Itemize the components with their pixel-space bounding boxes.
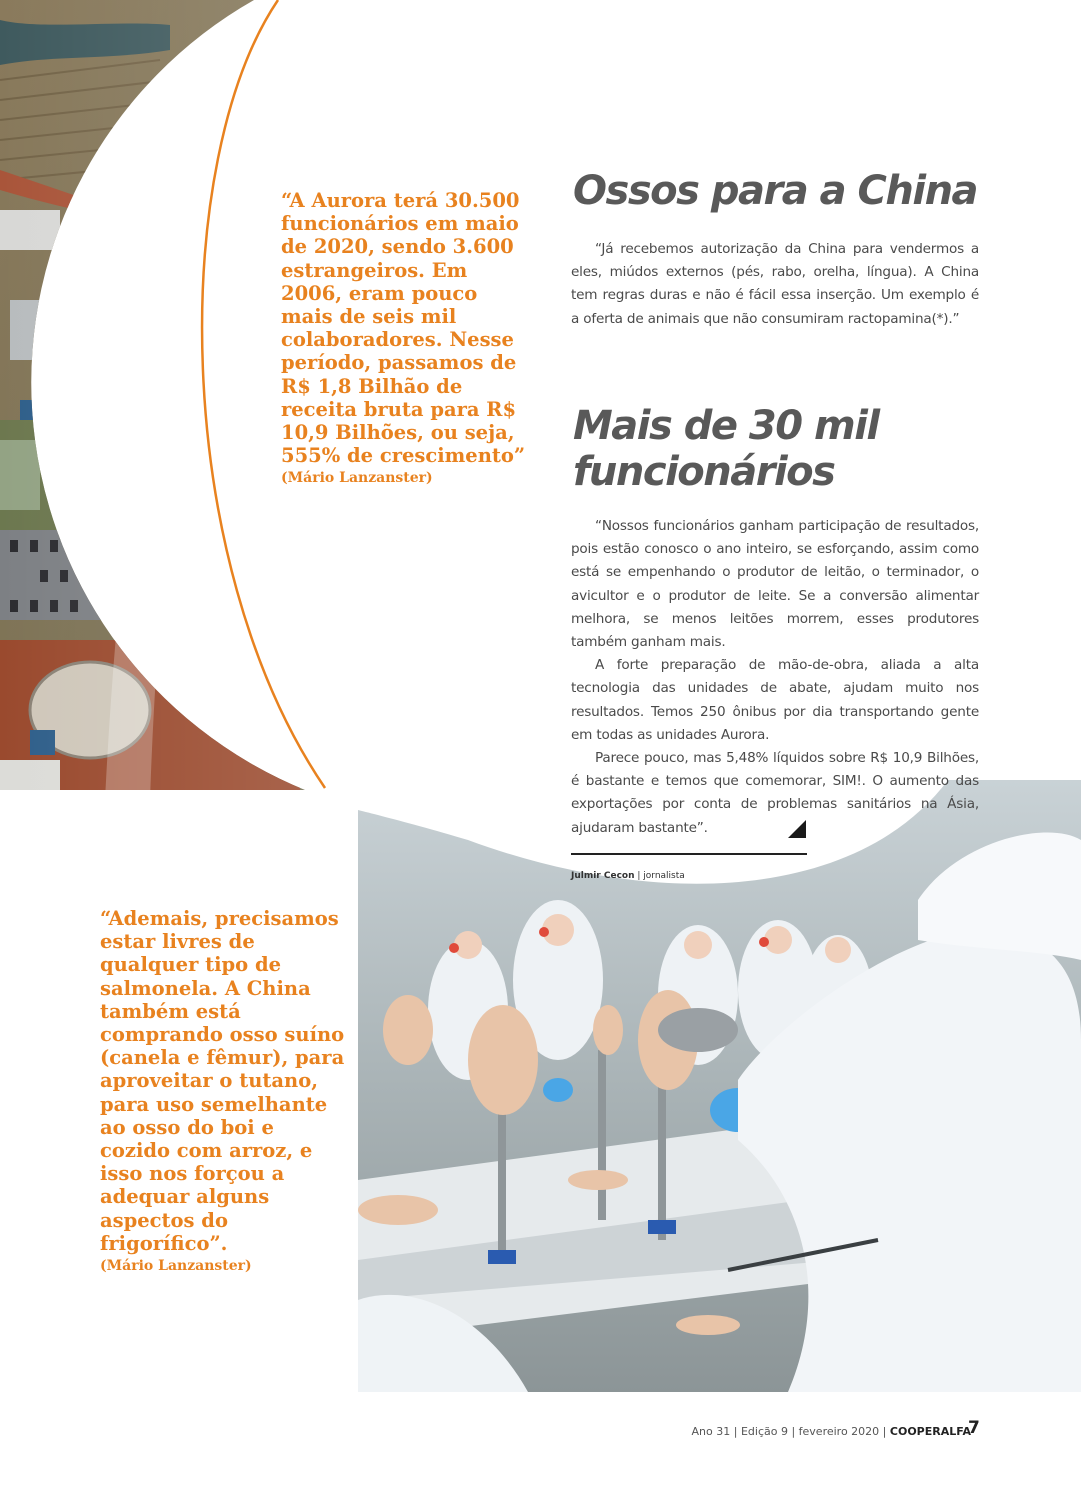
paragraph: “Já recebemos autorização da China para vendermos a eles, miúdos externos (pés, rabo, orelha, língua). A China tem regras duras e não é fácil essa inserção. Um exemplo é a oferta de animais que não consumiram ractopamina(*).” (571, 241, 979, 327)
title-line: Mais de 30 mil (573, 403, 879, 449)
title-line: funcionários (573, 449, 835, 495)
article-body-china (571, 238, 979, 331)
magazine-name: COOPERALFA (889, 1425, 971, 1438)
paragraph: Parece pouco, mas 5,48% líquidos sobre R$ 10,9 Bilhões, é bastante e temos que comemorar, SIM!. O aumento das exportações por conta de problemas sanitários na Ásia, ajudaram bastante”. (571, 750, 979, 836)
page-number: 7 (968, 1418, 980, 1438)
paragraph: A forte preparação de mão-de-obra, aliada a alta tecnologia das unidades de abate, ajudam muito nos resultados. Temos 250 ônibus por dia transportando gente em todas as unidades Aurora. (571, 657, 979, 743)
pull-quote-top (281, 189, 526, 489)
author-byline: Julmir Cecon | jornalista (571, 871, 685, 881)
pull-quote-text: “Ademais, precisamos estar livres de qualquer tipo de salmonela. A China também está comprando osso suíno (canela e fêmur), para aproveitar o tutano, para uso semelhante ao osso do boi e cozido com arroz, e isso nos forçou a adequar alguns aspectos do frigorífico”. (100, 907, 345, 1255)
article-body-staff (571, 515, 979, 840)
author-role: jornalista (643, 871, 685, 881)
end-of-article-icon (788, 820, 806, 838)
pull-quote-bottom (100, 907, 345, 1277)
author-name: Julmir Cecon (571, 871, 635, 881)
issue-info: Ano 31 | Edição 9 | fevereiro 2020 | (691, 1425, 887, 1438)
byline-divider (571, 853, 807, 855)
page-footer (692, 1425, 971, 1438)
section-title-china: Ossos para a China (573, 168, 978, 214)
section-title-staff (573, 403, 879, 495)
poultry-processing-photo (358, 780, 1081, 1392)
pull-quote-text: “A Aurora terá 30.500 funcionários em maio de 2020, sendo 3.600 estrangeiros. Em 2006, eram pouco mais de seis mil colaboradores. Nesse período, passamos de R$ 1,8 Bilhão de receita bruta para R$ 10,9 Bilhões, ou seja, 555% de crescimento” (281, 189, 526, 468)
pull-quote-attribution: (Mário Lanzanster) (100, 1258, 252, 1275)
pull-quote-attribution: (Mário Lanzanster) (281, 470, 433, 487)
paragraph: “Nossos funcionários ganham participação de resultados, pois estão conosco o ano inteiro, se esforçando, assim como está se empenhando o produtor de leitão, o terminador, o avicultor e o produtor de leite. Se a conversão alimentar melhora, se menos leitões morrem, esses produtores também ganham mais. (571, 518, 979, 651)
